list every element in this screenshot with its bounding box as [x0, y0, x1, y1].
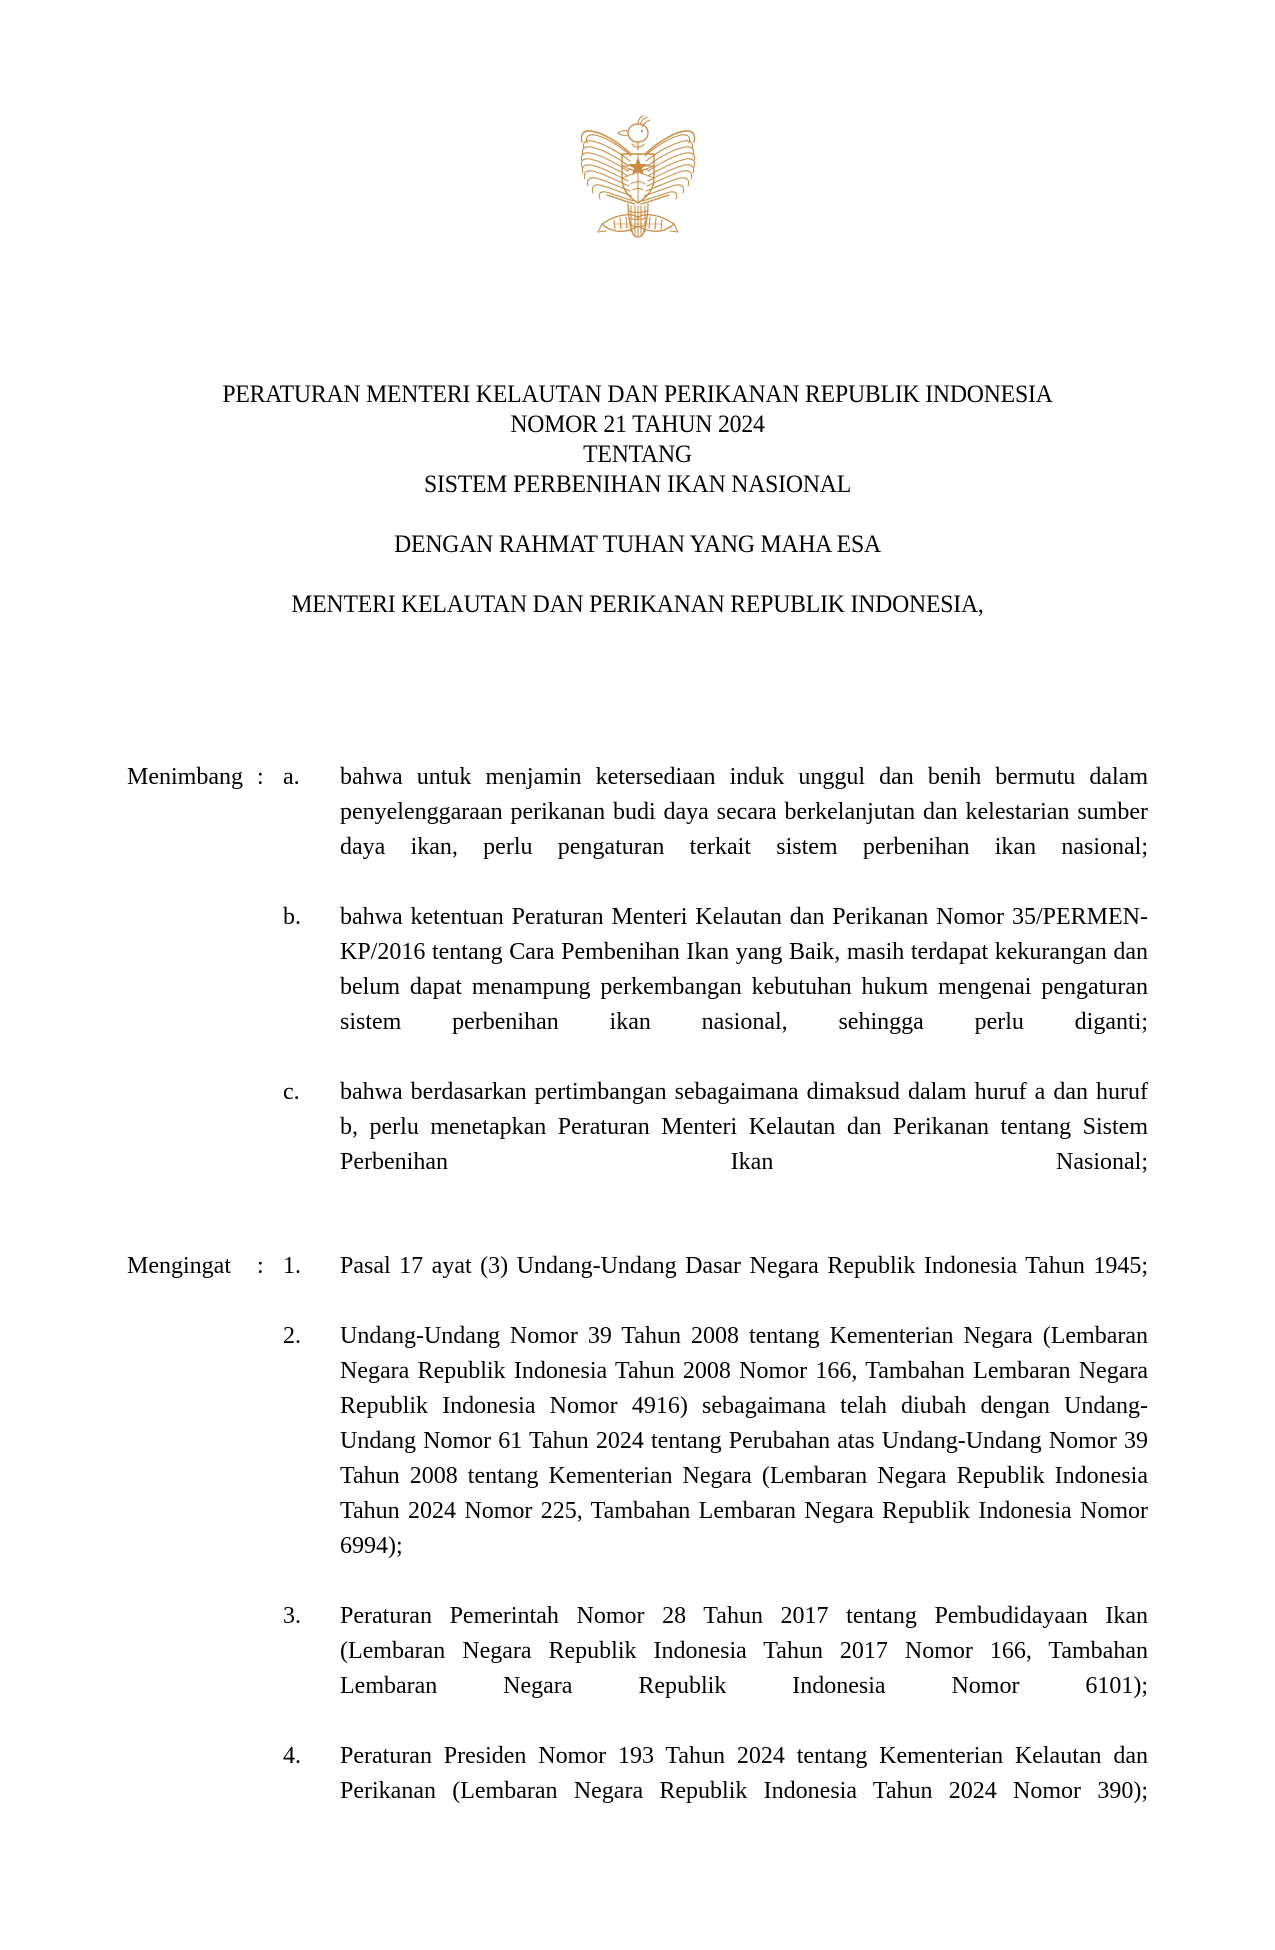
item-text: Peraturan Pemerintah Nomor 28 Tahun 2017 tentang Pembudidayaan Ikan (Lembaran Negara Republik Indonesia Tahun 2017 Nomor 166, Tambahan Lembaran Negara Republik Indonesia Nomor 6101);: [340, 1603, 1148, 1699]
clause-menimbang: [127, 760, 1148, 1215]
item-marker: b.: [283, 904, 301, 930]
item-text: Undang-Undang Nomor 39 Tahun 2008 tentang Kementerian Negara (Lembaran Negara Republik Indonesia Tahun 2008 Nomor 166, Tambahan Lembaran Negara Republik Indonesia Nomor 4916) sebagaimana telah diubah dengan Undang-Undang Nomor 61 Tahun 2024 tentang Perubahan atas Undang-Undang Nomor 39 Tahun 2008 tentang Kementerian Negara (Lembaran Negara Republik Indonesia Tahun 2024 Nomor 225, Tambahan Lembaran Negara Republik Indonesia Nomor 6994);: [340, 1323, 1148, 1559]
item-text: bahwa berdasarkan pertimbangan sebagaimana dimaksud dalam huruf a dan huruf b, perlu menetapkan Peraturan Menteri Kelautan dan Perikanan tentang Sistem Perbenihan Ikan Nasional;: [340, 1079, 1148, 1175]
blessing-line: DENGAN RAHMAT TUHAN YANG MAHA ESA: [394, 529, 881, 558]
item-marker: 3.: [283, 1603, 301, 1629]
page-title-line-2: NOMOR 21 TAHUN 2024: [510, 409, 765, 438]
clause-label-mengingat: Mengingat: [127, 1253, 231, 1279]
item-text: Pasal 17 ayat (3) Undang-Undang Dasar Negara Republik Indonesia Tahun 1945;: [340, 1253, 1148, 1279]
title-block: [0, 379, 1275, 619]
authority-line: MENTERI KELAUTAN DAN PERIKANAN REPUBLIK INDONESIA,: [291, 589, 984, 618]
clauses-block: [0, 760, 1275, 1844]
item-text: bahwa untuk menjamin ketersediaan induk unggul dan benih bermutu dalam penyelenggaraan perikanan budi daya secara berkelanjutan dan kelestarian sumber daya ikan, perlu pengaturan terkait sistem perbenihan ikan nasional;: [340, 764, 1148, 860]
list-item: [283, 1739, 1148, 1844]
item-marker: 2.: [283, 1323, 301, 1349]
clause-colon-menimbang: :: [257, 764, 264, 790]
item-marker: c.: [283, 1079, 300, 1105]
list-item: [283, 1075, 1148, 1215]
list-item: [283, 1249, 1148, 1319]
title-gap-1: [0, 499, 1275, 529]
emblem-container: [0, 104, 1275, 259]
list-item: [283, 760, 1148, 900]
item-marker: 4.: [283, 1743, 301, 1769]
item-marker: a.: [283, 764, 300, 790]
clause-mengingat: [127, 1249, 1148, 1844]
list-item: [283, 1319, 1148, 1599]
page-title-line-3: TENTANG: [583, 439, 692, 468]
item-text: Peraturan Presiden Nomor 193 Tahun 2024 tentang Kementerian Kelautan dan Perikanan (Lembaran Negara Republik Indonesia Tahun 2024 Nomor 390);: [340, 1743, 1148, 1804]
clause-items-menimbang: [283, 760, 1148, 1215]
garuda-pancasila-emblem: [558, 104, 718, 254]
title-gap-2: [0, 559, 1275, 589]
clause-spacer: [0, 1215, 1275, 1249]
page-title-line-1: PERATURAN MENTERI KELAUTAN DAN PERIKANAN REPUBLIK INDONESIA: [222, 379, 1053, 408]
list-item: [283, 1599, 1148, 1739]
clause-label-menimbang: Menimbang: [127, 764, 243, 790]
page-title-line-4: SISTEM PERBENIHAN IKAN NASIONAL: [423, 469, 852, 498]
list-item: [283, 900, 1148, 1075]
item-marker: 1.: [283, 1253, 301, 1279]
clause-items-mengingat: [283, 1249, 1148, 1844]
clause-colon-mengingat: :: [257, 1253, 264, 1279]
item-text: bahwa ketentuan Peraturan Menteri Kelautan dan Perikanan Nomor 35/PERMEN-KP/2016 tentang Cara Pembenihan Ikan yang Baik, masih terdapat kekurangan dan belum dapat menampung perkembangan kebutuhan hukum mengenai pengaturan sistem perbenihan ikan nasional, sehingga perlu diganti;: [340, 904, 1148, 1035]
